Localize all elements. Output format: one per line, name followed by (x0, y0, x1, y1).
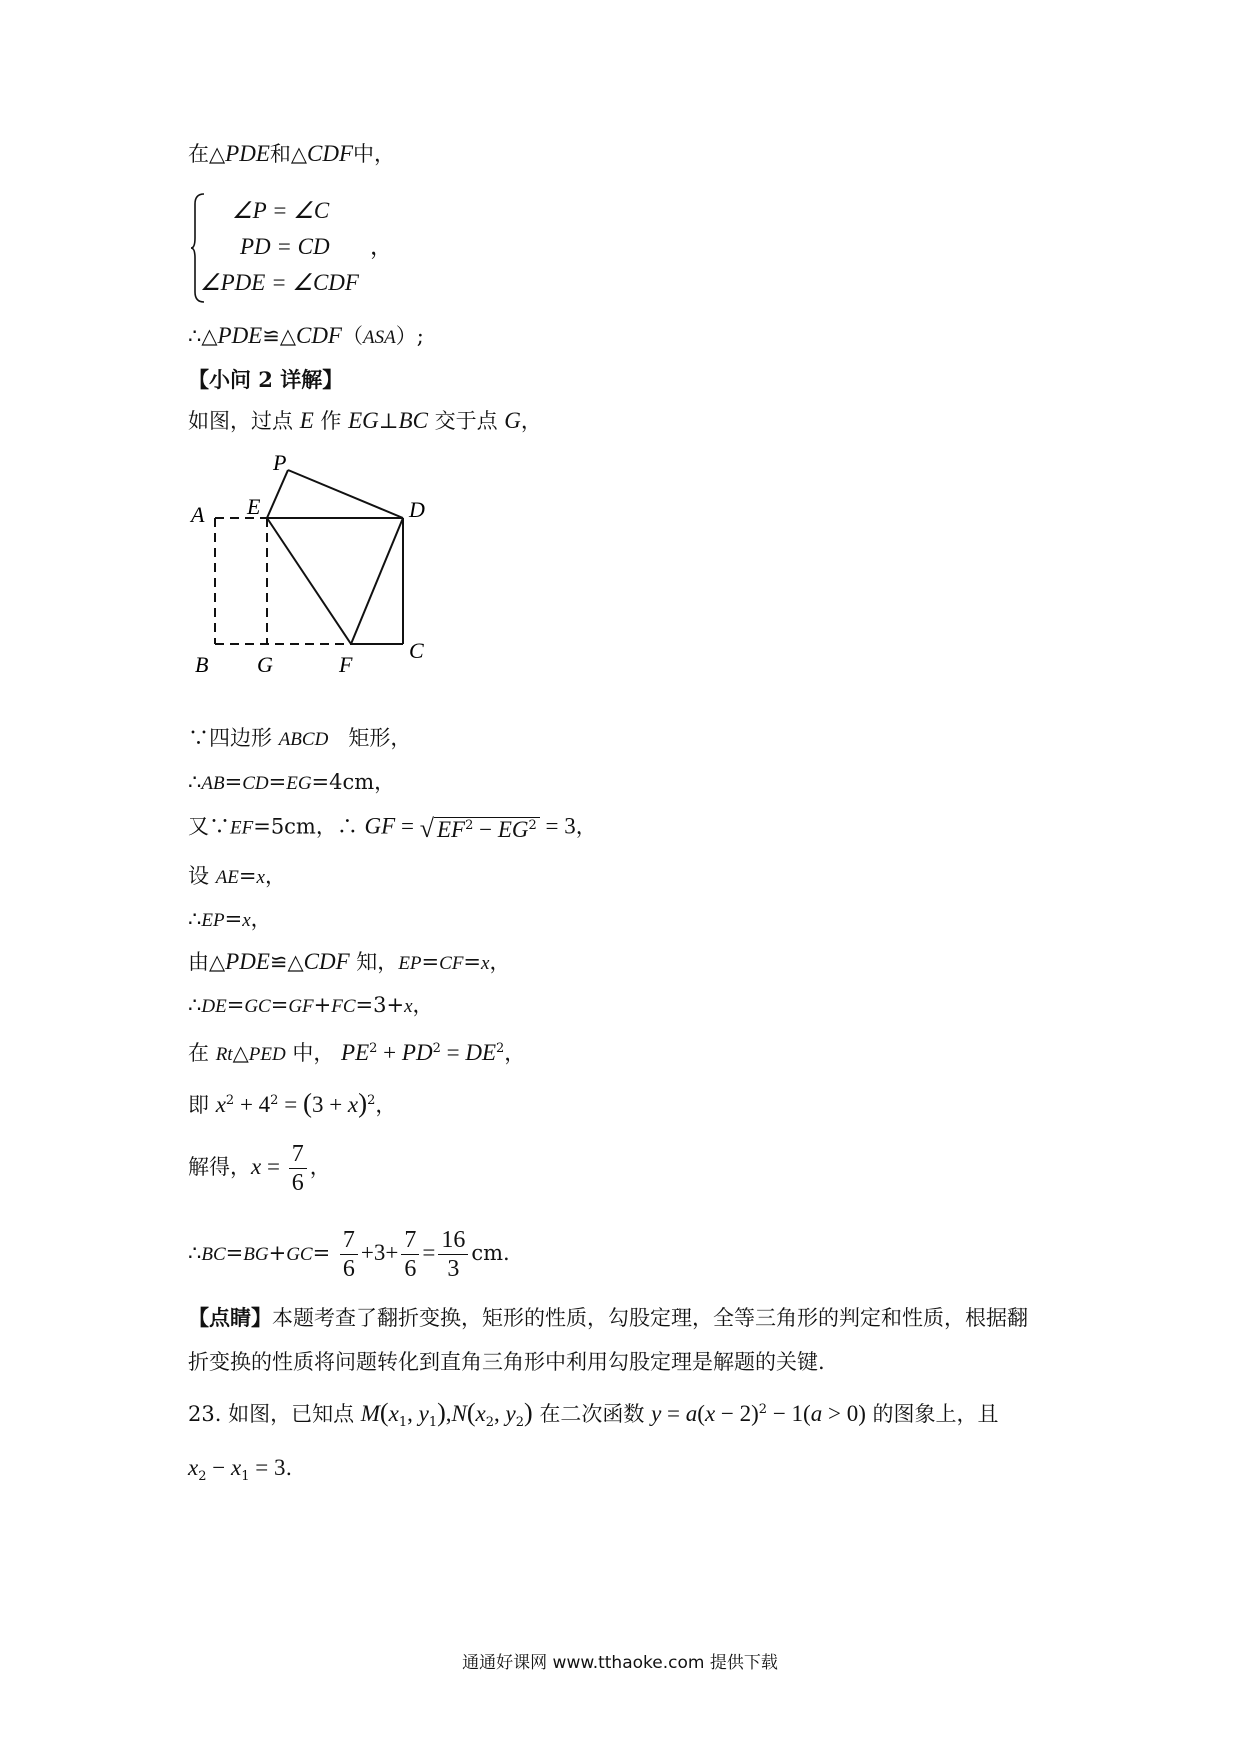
comment-line-1: 【点睛】本题考查了翻折变换，矩形的性质，勾股定理，全等三角形的判定和性质，根据翻 (188, 1305, 1028, 1330)
line-rectangle: ∵四边形 ABCD 矩形， (188, 726, 412, 750)
label-F: F (339, 652, 353, 677)
line-construction: 如图，过点 E 作 EG⊥BC 交于点 G， (188, 408, 542, 433)
fraction-16-3: $\frac{16}{3}$ (438, 1226, 468, 1283)
line-solve-x: 解得，x = $\frac{7}{6}$ ， (188, 1141, 331, 1196)
line-bc-result: ∴BC=BG+GC= $\frac{7}{6}$ +3+ $\frac{7}{6}$ = $\frac{16}{3}$ cm. (188, 1227, 510, 1282)
line-ep-cf: 由△PDE≌△CDF 知，EP=CF=x， (188, 949, 511, 974)
fraction-7-6-b: $\frac{7}{6}$ (401, 1226, 419, 1283)
system-eq-2: PD = CD (240, 234, 330, 259)
section-header-q2: 【小问 2 详解】 (188, 367, 344, 392)
fraction-7-6: $\frac{7}{6}$ (289, 1140, 307, 1197)
line-congruence: ∴△PDE≌△CDF（ASA）; (188, 323, 424, 348)
line-equation: 即 $x^2 + 4^2 = (3 + x)^2$， (188, 1088, 397, 1118)
line-ef-gf: 又∵EF=5cm，∴ GF = √ $EF^2 - EG^2 = 3$， (188, 813, 597, 843)
segment-EP (267, 470, 288, 518)
label-P: P (273, 450, 287, 475)
segment-DF (351, 518, 403, 644)
line-set-ae: 设 AE=x， (188, 864, 286, 888)
label-E: E (247, 494, 261, 519)
label-C: C (409, 638, 424, 663)
geometry-figure (185, 448, 445, 678)
label-G: G (257, 652, 273, 677)
line-de-gc: ∴DE=GC=GF+FC=3+x， (188, 993, 434, 1017)
problem-23-line-1: 23. 如图，已知点 $M(x_1$, $y_1),N(x_2$, $y_2$) 在二次函数 $y = a(x - 2)^2 - 1(a > 0)$ 的图象上，且 (188, 1398, 999, 1431)
problem-23-line-2: $x_2 - x_1 = 3$. (188, 1455, 293, 1485)
fraction-7-6-a: $\frac{7}{6}$ (340, 1226, 358, 1283)
line-pythagoras: 在 Rt△PED 中， $PE^2 + PD^2 = DE^2$， (188, 1040, 526, 1065)
label-D: D (409, 497, 425, 522)
system-eq-1: ∠P = ∠C (232, 198, 330, 223)
system-eq-3: ∠PDE = ∠CDF (200, 270, 359, 295)
line-triangles-intro: 在△PDE和△CDF中， (188, 141, 396, 166)
line-ep: ∴EP=x， (188, 907, 272, 931)
segment-PD (288, 470, 403, 518)
label-B: B (195, 652, 209, 677)
segment-EF (267, 518, 351, 644)
comment-line-2: 折变换的性质将问题转化到直角三角形中利用勾股定理是解题的关键. (188, 1350, 825, 1374)
label-A: A (191, 502, 205, 527)
page-footer: 通通好课网 www.tthaoke.com 提供下载 (462, 1653, 778, 1673)
system-comma: ， (370, 234, 393, 259)
line-ab-cd-eg: ∴AB=CD=EG=4cm， (188, 770, 396, 794)
